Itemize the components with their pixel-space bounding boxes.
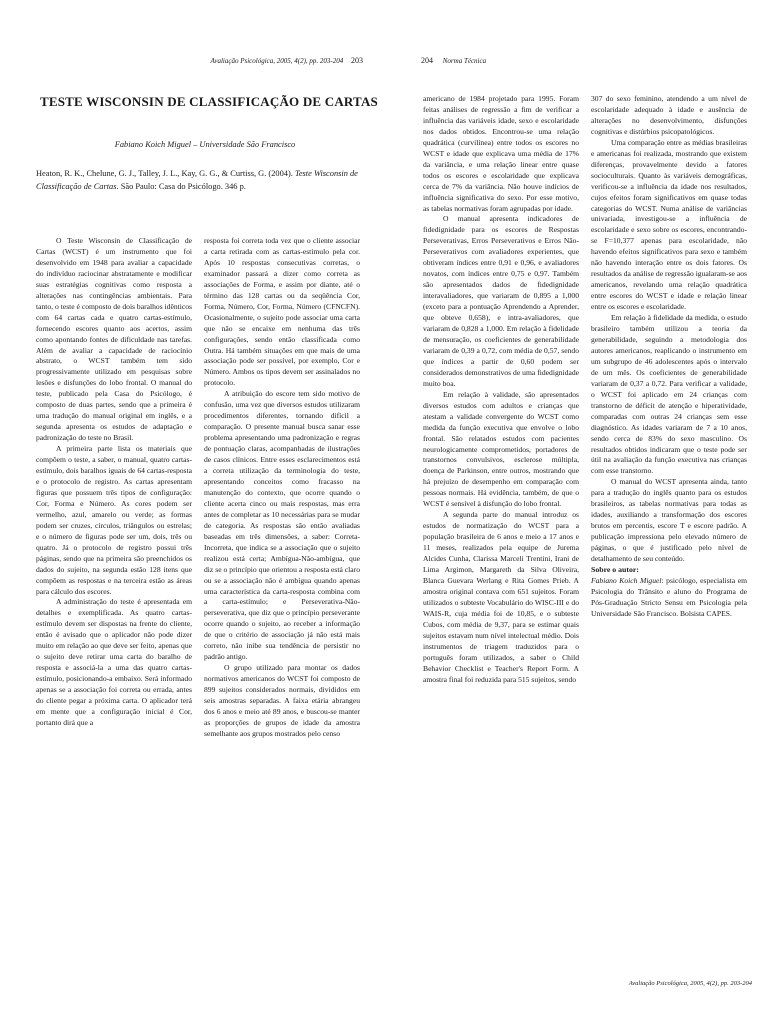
page-number-right: 204	[421, 56, 433, 65]
paragraph: Uma comparação entre as médias brasileiras e americanas foi realizada, mostrando que existem diferenças, provavelmente devido a fatores socioculturais. Quanto às variáveis demográficas, verificou-se a influência da idade nos resultados, cujos efeitos foram significativos em quase todas categorias do WCST. Numa análise de variâncias univariada, investigou-se a influência de escolaridade e sexo sobre os escores, encontrando-se F=10,377 apenas para escolaridade, não havendo efeitos significativos para sexo e também não havendo interação entre os dois fatores. Os resultados da análise de regressão igualaram-se aos americanos, revelando uma relação quadrática entre escores do WCST e idade e relação linear entre os escores e escolaridade.	[591, 137, 747, 312]
running-head-right	[421, 56, 486, 65]
reference-authors: Heaton, R. K., Chelune, G. J., Talley, J. L., Kay, G. G., & Curtiss, G. (2004).	[36, 169, 293, 178]
paragraph: A primeira parte lista os materiais que compõem o teste, a saber, o manual, quatro cartas-estímulo, dois baralhos iguais de 64 cartas-resposta e o protocolo de registro. As cartas apresentam figuras que possuem três tipos de configuração: Cor, Forma e Número. As cores podem ser vermelho, azul, amarelo ou verde; as formas podem ser cruzes, círculos, triângulos ou estrelas; e o número de figuras pode ser um, dois, três ou quatro. Já o protocolo de registro possui três páginas, sendo que na primeira são preenchidos os dados do sujeito, na segunda estão 128 itens que compõem as respostas e na terceira estão as áreas para cálculo dos escores.	[36, 444, 192, 596]
left-column-1	[36, 236, 192, 729]
about-author-bio: : psicólogo, especialista em Psicologia do Trânsito e aluno do Programa de Pós-Graduação Stricto Sensu em Psicologia pela Universidade São Francisco. Bolsista CAPES.	[591, 575, 747, 618]
paragraph: O manual do WCST apresenta ainda, tanto para a tradução do inglês quanto para os estudos brasileiros, as tabelas normativas para todas as idades, auxiliando a transformação dos escores brutos em percentis, escore T e escore padrão. A publicação impressiona pelo elevado número de páginas, o que é justificado pelo nível de detalhamento de seu conteúdo.	[591, 477, 747, 564]
about-author-name: Fabiano Koich Miguel	[591, 575, 662, 585]
book-reference	[36, 168, 358, 193]
paragraph: A administração do teste é apresentada em detalhes e exemplificada. As quatro cartas-estímulo devem ser dispostas na frente do cliente, então é avisado que o aplicador não pode dizer muito em relação ao que deve ser feito, apenas que o sujeito deve retirar uma carta do baralho de resposta e associá-la a uma das quatro cartas-estímulo, posicionando-a embaixo. Será informado apenas se a associação foi correta ou errada, antes do cliente pegar a próxima carta. O aplicador terá em mente que a configuração inicial é Cor, portanto dirá que a	[36, 597, 192, 727]
page-footer: Avaliação Psicológica, 2005, 4(2), pp. 203-204	[628, 980, 752, 987]
left-column-2	[204, 236, 360, 740]
reference-publisher: . São Paulo: Casa do Psicólogo. 346 p.	[116, 181, 246, 191]
right-column-2	[591, 94, 747, 620]
paragraph: O Teste Wisconsin de Classificação de Cartas (WCST) é um instrumento que foi desenvolvido em 1948 para avaliar a capacidade do indivíduo raciocinar abstratamente e modificar suas estratégias cognitivas como resposta a alterações nas contingências ambientais. Para tanto, o teste é composto de dois baralhos idênticos com 64 cartas cada e quatro cartas-estímulo, fornecendo escores quanto aos acertos, assim como apontando fontes de dificuldade nas tarefas. Além de avaliar a capacidade de raciocínio abstrato, o WCST também tem sido progressivamente utilizado em pesquisas sobre lesões e disfunções do lobo frontal. O manual do teste, publicado pela Casa do Psicólogo, é composto de duas partes, sendo que a primeira é uma tradução do manual original em inglês, e a segunda apresenta os estudos de adaptação e padronização do teste no Brasil.	[36, 236, 192, 443]
paragraph: resposta foi correta toda vez que o cliente associar a carta retirada com as cartas-estímulo pela cor. Após 10 respostas consecutivas corretas, o examinador passará a dizer como correta as associações de Forma, e assim por diante, até o término das 128 cartas ou da seqüência Cor, Forma, Número, Cor, Forma, Número (CFNCFN). Ocasionalmente, o sujeito pode associar uma carta que não se encaixe em nenhuma das três configurações, sendo então classificada como Outra. Há também situações em que mais de uma associação pode ser possível, por exemplo, Cor e Número. Ambos os tipos devem ser assinalados no protocolo.	[204, 236, 360, 388]
paragraph: A segunda parte do manual introduz os estudos de normatização do WCST para a população brasileira de 6 anos e meio a 17 anos e 11 meses, realizados pela equipe de Jurema Alcides Cunha, Clarissa Marceli Trentini, Irani de Lima Argimon, Margareth da Silva Oliveira, Blanca Guevara Werlang e Rita Gomes Prieb. A amostra original contava com 651 sujeitos. Foram utilizados o subteste Vocabulário do WISC-III e do WAIS-R, cuja média foi de 10,85, e o subteste Cubos, com média de 9,37, para se estimar quais sujeitos estavam num nível intelectual médio. Dois instrumentos de triagem traduzidos para o português foram utilizados, a saber o Child Behavior Checklist e Teacher's Report Form. A amostra final foi reduzida para 515 sujeitos, sendo	[423, 510, 579, 684]
right-column-1	[423, 94, 579, 685]
paragraph: 307 do sexo feminino, atendendo a um nível de escolaridade adequado à idade e ausência de alterações no desenvolvimento, disfunções cognitivas e distúrbios psicopatológicos.	[591, 94, 747, 136]
paragraph: Em relação à validade, são apresentados diversos estudos com adultos e crianças que atestam a validade convergente do WCST como medida da função executiva que envolve o lobo frontal. São relatados estudos com pacientes neurologicamente comprometidos, portadores de transtornos convulsivos, esclerose múltipla, doença de Parkinson, entre outros, mostrando que há prejuízo de desempenho em comparação com pessoas normais. Há evidência, também, de que o WCST é sensível à disfunção do lobo frontal.	[423, 389, 579, 509]
running-head-section: Norma Técnica	[442, 57, 487, 65]
paragraph: O manual apresenta indicadores de fidedignidade para os escores de Respostas Perseverativas, Erros Perseverativos e Erros Não-Perseverativos com avaliadores experientes, que obtiveram índices entre 0,91 e 0,96, e avaliadores novatos, com índices entre 0,75 e 0,97. Também são apresentados dados de fidedignidade interavaliadores, que variaram de 0,895 a 1,000 (exceto para a pontuação Aprendendo a Aprender, que obteve 0,658), e intra-avaliadores, que variaram de 0,828 a 1,000. Em relação à fidelidade de mensuração, os coeficientes de generabilidade variaram de 0,39 a 0,72, com média de 0,57, sendo que índices a partir de 0,60 podem ser considerados demonstrativos de uma fidedignidade muito boa.	[423, 214, 579, 388]
article-title: TESTE WISCONSIN DE CLASSIFICAÇÃO DE CARTAS	[40, 94, 378, 109]
right-page	[385, 0, 768, 1024]
article-author: Fabiano Koich Miguel – Universidade São Francisco	[114, 140, 296, 149]
paragraph: A atribuição do escore tem sido motivo de confusão, uma vez que diversos estudos utilizaram procedimentos diferentes, tornando difícil a comparação. O presente manual busca sanar esse problema apresentando uma padronização e regras de pontuação claras, acompanhadas de ilustrações de casos clínicos. Entre esses esclarecimentos está a correta utilização da terminologia do teste, apresentando conceitos como fracasso na manutenção do contexto, que ocorre quando o cliente acerta cinco ou mais respostas, mas erra antes de completar as 10 necessárias para se mudar de categoria. As respostas são então avaliadas baseadas em três dimensões, a saber: Correta-Incorreta, que indica se a associação que o sujeito realizou está certa; Ambígua-Não-ambígua, que diz se o princípio que orientou a resposta está claro ou se a associação não é ambígua quando apenas uma característica da carta-resposta combina com a carta-estímulo; e Perseverativa-Não-perseverativa, que diz que o princípio perseverante ocorre quando o sujeito, ao receber a informação de que o critério de associação já não está mais correto, não inibe sua tendência de persistir no padrão antigo.	[204, 389, 360, 662]
paragraph: Em relação à fidelidade da medida, o estudo brasileiro também utilizou a teoria da generabilidade, seguindo a metodologia dos autores americanos, reaplicando o instrumento em um subgrupo de 46 adolescentes após o intervalo de um mês. Os coeficientes de generabilidade variaram de 0,37 a 0,72. Para verificar a validade, o WCST foi aplicado em 24 crianças com transtorno de déficit de atenção e hiperatividade, comparadas com outras 24 crianças sem esse diagnóstico. As idades variaram de 7 a 10 anos, sendo cerca de 83% do sexo masculino. Os resultados obtidos indicaram que o teste pode ser útil na avaliação da função executiva nas crianças com esse transtorno.	[591, 313, 747, 476]
paragraph: O grupo utilizado para montar os dados normativos americanos do WCST foi composto de 899 sujeitos considerados normais, divididos em seis amostras separadas. A faixa etária abrangeu dos 6 anos e meio até 89 anos, e buscou-se manter as proporções de grupos de idade da amostra semelhante aos grupos mostrados pelo censo	[204, 663, 360, 738]
running-head-left	[210, 56, 363, 65]
running-head-journal: Avaliação Psicológica, 2005, 4(2), pp. 203-204	[210, 57, 344, 65]
about-author-text	[591, 576, 747, 620]
paragraph: americano de 1984 projetado para 1995. Foram feitas análises de regressão a fim de verificar a influência das variáveis idade, sexo e escolaridade nos dados obtidos. Encontrou-se uma relação quadrática (curvilínea) entre todos os escores no WCST e idade que explicava uma média de 17% da variância, e uma relação linear entre quase todos os escores e escolaridade que explicava cerca de 7% da variância. Não houve indícios de influência significativa do sexo. Por esse motivo, as tabelas normativas foram agrupadas por idade.	[423, 94, 579, 213]
page-number-left: 203	[351, 56, 363, 65]
about-author-heading: Sobre o autor:	[591, 564, 639, 574]
reference-title: Teste Wisconsin de Classificação de Cartas	[36, 169, 358, 191]
